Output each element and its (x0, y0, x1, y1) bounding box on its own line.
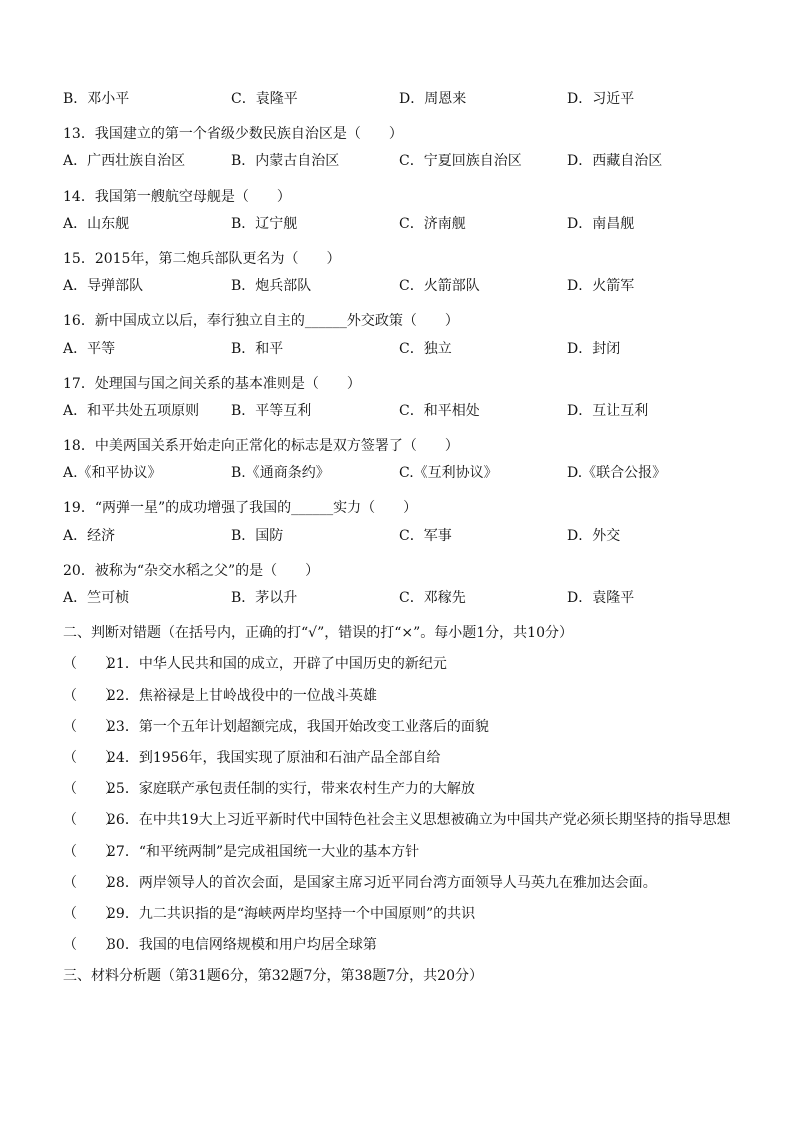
question-options (63, 400, 743, 431)
question-14 (63, 182, 743, 244)
question-stem: 13．我国建立的第一个省级少数民族自治区是（ ） (63, 126, 403, 143)
option-a: A．广西壮族自治区 (63, 153, 186, 170)
question-options (63, 275, 743, 306)
q12-option-c: C．袁隆平 (231, 91, 298, 107)
option-d: D.《联合公报》 (567, 465, 667, 482)
option-b: B．和平 (231, 340, 284, 357)
answer-bracket[interactable]: （ ） (63, 905, 119, 922)
option-d: D．南昌舰 (567, 215, 635, 232)
tf-text: 28．两岸领导人的首次会面，是国家主席习近平同台湾方面领导人马英九在雅加达会面。 (107, 874, 657, 891)
answer-bracket[interactable]: （ ） (63, 812, 119, 829)
question-options (63, 587, 743, 618)
exam-page (63, 88, 743, 992)
option-c: C．火箭部队 (399, 278, 480, 295)
question-stem: 17．处理国与国之间关系的基本准则是（ ） (63, 375, 361, 392)
option-b: B．平等互利 (231, 402, 312, 419)
tf-text: 29．九二共识指的是“海峡两岸均坚持一个中国原则”的共识 (107, 905, 476, 922)
tf-item-29 (63, 899, 743, 930)
option-d: D．封闭 (567, 340, 621, 357)
question-stem: 15．2015年，第二炮兵部队更名为（ ） (63, 250, 341, 267)
option-b: B．茅以升 (231, 590, 298, 606)
question-16 (63, 306, 743, 368)
q12-option-d2: D．习近平 (567, 91, 635, 107)
option-b: B．辽宁舰 (231, 215, 298, 232)
option-c: C．独立 (399, 340, 452, 357)
option-a: A．导弹部队 (63, 278, 144, 295)
tf-item-21 (63, 649, 743, 680)
tf-item-24 (63, 743, 743, 774)
answer-bracket[interactable]: （ ） (63, 656, 119, 673)
option-b: B.《通商条约》 (231, 465, 330, 482)
option-d: D．西藏自治区 (567, 153, 663, 170)
q12-option-b: B．邓小平 (63, 91, 130, 107)
option-c: C．和平相处 (399, 402, 480, 419)
answer-bracket[interactable]: （ ） (63, 843, 119, 860)
tf-text: 30．我国的电信网络规模和用户均居全球第 (107, 937, 377, 954)
tf-text: 22．焦裕禄是上甘岭战役中的一位战斗英雄 (107, 687, 377, 704)
q12-option-d: D．周恩来 (399, 91, 467, 107)
option-a: A．经济 (63, 527, 116, 544)
tf-text: 27．“和平统两制”是完成祖国统一大业的基本方针 (107, 843, 420, 860)
option-c: C．济南舰 (399, 215, 466, 232)
answer-bracket[interactable]: （ ） (63, 687, 119, 704)
question-stem: 19．“两弹一星”的成功增强了我国的______实力（ ） (63, 500, 418, 517)
option-b: B．内蒙古自治区 (231, 153, 340, 170)
answer-bracket[interactable]: （ ） (63, 749, 119, 766)
option-b: B．国防 (231, 527, 284, 544)
tf-item-22 (63, 681, 743, 712)
question-stem: 14．我国第一艘航空母舰是（ ） (63, 188, 291, 205)
question-options (63, 150, 743, 181)
option-a: A．竺可桢 (63, 590, 130, 606)
tf-text: 25．家庭联产承包责任制的实行，带来农村生产力的大解放 (107, 781, 475, 798)
question-stem: 16．新中国成立以后，奉行独立自主的______外交政策（ ） (63, 313, 459, 330)
question-17 (63, 369, 743, 431)
q12-options (63, 88, 743, 119)
question-15 (63, 244, 743, 306)
answer-bracket[interactable]: （ ） (63, 781, 119, 798)
option-d: D．互让互利 (567, 402, 649, 419)
question-13 (63, 119, 743, 181)
question-stem: 20．被称为“杂交水稻之父”的是（ ） (63, 562, 320, 579)
answer-bracket[interactable]: （ ） (63, 718, 119, 735)
tf-item-26 (63, 805, 743, 836)
option-c: C.《互利协议》 (399, 465, 498, 482)
section-3-title: 三、材料分析题（第31题6分，第32题7分，第38题7分，共20分） (63, 968, 483, 985)
option-d: D．袁隆平 (567, 590, 635, 606)
tf-text: 26．在中共19大上习近平新时代中国特色社会主义思想被确立为中国共产党必须长期坚持的指导思想 (107, 812, 731, 829)
section-2-title: 二、判断对错题（在括号内，正确的打“√”，错误的打“×”。每小题1分，共10分） (63, 625, 574, 642)
question-20 (63, 556, 743, 618)
option-a: A．平等 (63, 340, 116, 357)
tf-item-30 (63, 930, 743, 961)
question-options (63, 338, 743, 369)
option-a: A.《和平协议》 (63, 465, 162, 482)
question-options (63, 525, 743, 556)
answer-bracket[interactable]: （ ） (63, 874, 119, 891)
question-options (63, 462, 743, 493)
question-19 (63, 493, 743, 555)
tf-item-27 (63, 837, 743, 868)
option-a: A．和平共处五项原则 (63, 402, 200, 419)
answer-bracket[interactable]: （ ） (63, 937, 119, 954)
option-d: D．火箭军 (567, 278, 635, 295)
option-b: B．炮兵部队 (231, 278, 312, 295)
question-stem: 18．中美两国关系开始走向正常化的标志是双方签署了（ ） (63, 438, 459, 455)
option-c: C．宁夏回族自治区 (399, 153, 522, 170)
question-options (63, 213, 743, 244)
option-d: D．外交 (567, 527, 621, 544)
question-18 (63, 431, 743, 493)
option-c: C．邓稼先 (399, 590, 466, 606)
option-c: C．军事 (399, 527, 452, 544)
tf-item-25 (63, 774, 743, 805)
option-a: A．山东舰 (63, 215, 130, 232)
tf-item-23 (63, 712, 743, 743)
tf-item-28 (63, 868, 743, 899)
tf-text: 21．中华人民共和国的成立，开辟了中国历史的新纪元 (107, 656, 447, 673)
tf-text: 24．到1956年，我国实现了原油和石油产品全部自给 (107, 749, 441, 766)
tf-text: 23．第一个五年计划超额完成，我国开始改变工业落后的面貌 (107, 718, 489, 735)
